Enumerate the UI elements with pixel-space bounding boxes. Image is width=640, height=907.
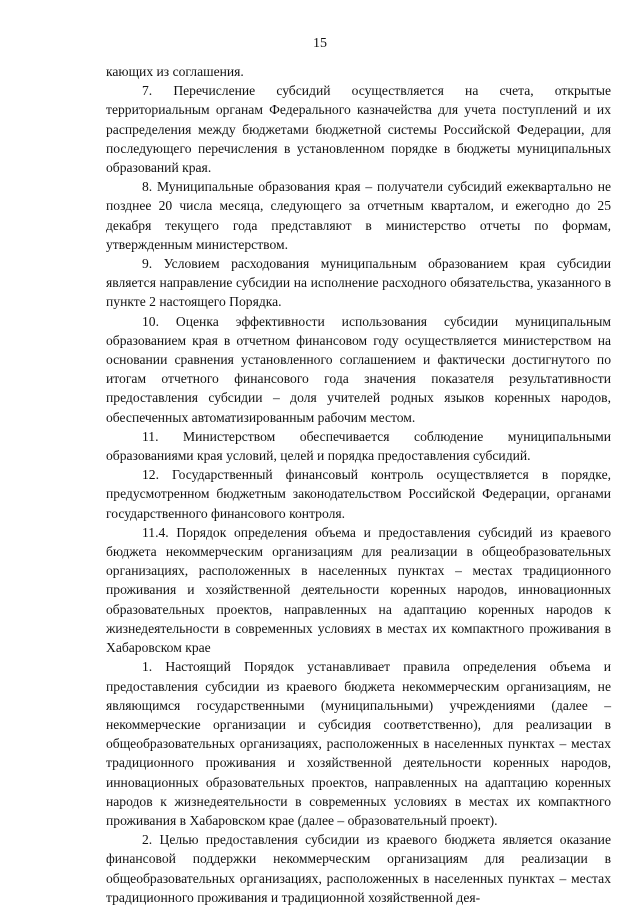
paragraph-11: 11. Министерством обеспечивается соблюдение муниципальными образованиями края условий, целей и порядка предоставления субсидий. (106, 428, 611, 464)
document-body (106, 62, 611, 907)
paragraph-9: 9. Условием расходования муниципальным образованием края субсидии является направление субсидии на исполнение расходного обязательства, указанного в пункте 2 настоящего Порядка. (106, 256, 611, 310)
paragraph-12: 12. Государственный финансовый контроль осуществляется в порядке, предусмотренном бюджетным законодательством Российской Федерации, органами государственного финансового контроля. (106, 467, 611, 521)
section-heading-11-4: 11.4. Порядок определения объема и предоставления субсидий из краевого бюджета некоммерческим организациям для реализации в общеобразовательных организациях, расположенных в населенных пунктах – местах традиционного проживания и хозяйственной деятельности коренных народов, инновационных образовательных проектов, направленных на адаптацию коренных народов к жизнедеятельности в современных условиях в местах их компактного проживания в Хабаровском крае (106, 524, 611, 656)
paragraph-continuation: кающих из соглашения. (106, 64, 244, 79)
paragraph-10: 10. Оценка эффективности использования субсидии муниципальным образованием края в отчетном финансовом году осуществляется министерством на основании сравнения установленного соглашением и фактически достигнутого по итогам отчетного финансового года значения показателя результативности предоставления субсидии – доля учителей родных языков коренных народов, обеспеченных автоматизированным рабочим местом. (106, 313, 611, 425)
paragraph-7: 7. Перечисление субсидий осуществляется на счета, открытые территориальным органам Федерального казначейства для учета поступлений и их распределения между бюджетами бюджетной системы Российской Федерации, для последующего перечисления в установленном порядке в бюджеты муниципальных образований края. (106, 83, 611, 176)
page-number: 15 (313, 36, 327, 51)
paragraph-2: 2. Целью предоставления субсидии из краевого бюджета является оказание финансовой поддержки некоммерческим организациям для реализации в общеобразовательных организациях, расположенных в населенных пунктах – местах традиционного проживания и традиционной хозяйственной дея- (106, 832, 611, 905)
paragraph-8: 8. Муниципальные образования края – получатели субсидий ежеквартально не позднее 20 числа месяца, следующего за отчетным кварталом, и ежегодно до 25 декабря текущего года представляют в министерство отчеты по формам, утвержденным министерством. (106, 179, 611, 252)
paragraph-1: 1. Настоящий Порядок устанавливает правила определения объема и предоставления субсидии из краевого бюджета некоммерческим организациям, не являющимся государственными (муниципальными) учреждениями (далее – некоммерческие организации и субсидия соответственно), для реализации в общеобразовательных организациях, расположенных в населенных пунктах – местах традиционного проживания и хозяйственной деятельности коренных народов, инновационных образовательных проектов, направленных на адаптацию коренных народов к жизнедеятельности в современных условиях в местах их компактного проживания в Хабаровском крае (далее – образовательный проект). (106, 659, 611, 828)
